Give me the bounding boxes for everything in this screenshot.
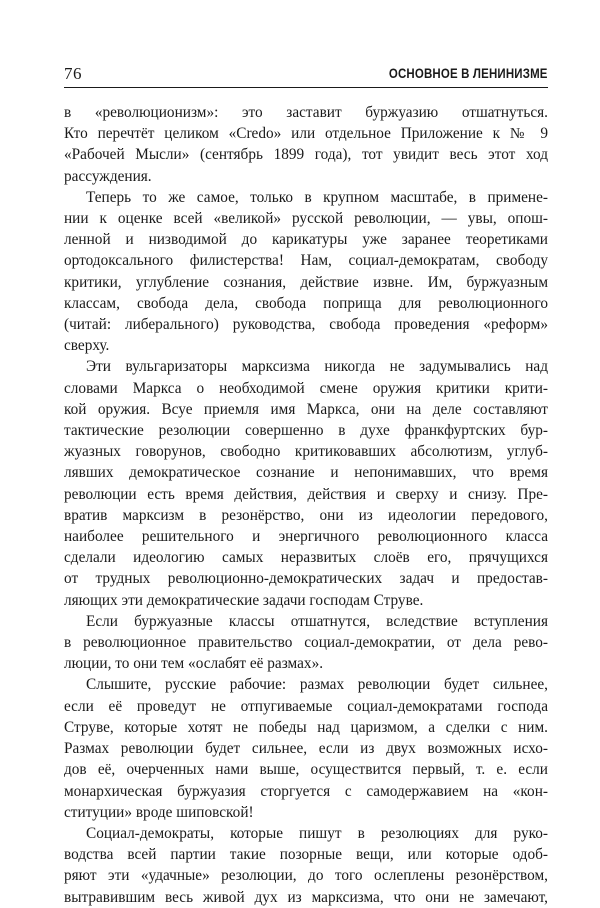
text-line: вратив марксизм в резонёрство, они из идеологии передового, [64,506,548,524]
text-line: наиболее решительного и энергичного революционного класса [64,528,548,546]
text-line: Кто перечтёт целиком «Credo» или отдельное Приложение к № 9 [64,125,548,143]
text-line: сделали идеологию самых неразвитых слоёв его, прячущихся [64,549,548,567]
text-line: ортодоксального филистерства! Нам, социал-демократам, свободу [64,252,548,270]
text-line: ституции» вроде шиповской! [64,803,254,821]
text-line: Социал-демократы, которые пишут в резолюциях для руко- [86,824,548,842]
text-line: если её проведут не отпугиваемые социал-демократами господа [64,697,548,715]
text-line: ленной и низводимой до карикатуры уже заранее теоретиками [64,231,548,249]
paragraph-3 [64,356,548,610]
text-line: в «революционизм»: это заставит буржуазию отшатнуться. [64,104,548,121]
text-line: сверху. [64,337,110,355]
text-line: лявших демократическое сознание и непонимавших, что время [64,464,548,482]
text-line: словами Маркса о необходимой смене оружия критики крити- [64,379,548,397]
text-line: Размах революции будет сильнее, если из двух возможных исхо- [64,740,548,758]
text-line: Теперь то же самое, только в крупном масштабе, в примене- [86,188,548,206]
running-head [64,58,548,88]
text-line: революции есть время действия, действия и сверху и снизу. Пре- [64,485,548,503]
paragraph-1 [64,102,548,187]
text-line: (читай: либерального) руководства, свобода проведения «реформ» [64,316,548,334]
text-line: Слышите, русские рабочие: размах революции будет сильнее, [86,676,548,694]
text-line: люции, то они тем «ослабят её размах». [64,655,324,673]
text-line: Струве, которые хотят не победы над царизмом, а сделки с ним. [64,718,548,736]
text-line: дов её, очерченных нами выше, осуществится первый, т. е. если [64,761,548,779]
paragraph-4 [64,611,548,675]
paragraph-5 [64,674,548,822]
paragraph-6 [64,823,548,908]
text-line: тактические резолюции совершенно в духе франкфуртских бур- [64,422,548,440]
text-line: Эти вульгаризаторы марксизма никогда не задумывались над [86,358,548,376]
running-head-title: ОСНОВНОЕ В ЛЕНИНИЗМЕ [389,65,548,81]
paragraph-2 [64,187,548,357]
text-line: кой оружия. Всуе приемля имя Маркса, они на деле составляют [64,400,548,418]
text-line: от трудных революционно-демократических задач и предостав- [64,570,548,588]
header-rule [64,87,548,88]
text-line: ляющих эти демократические задачи господам Струве. [64,591,424,609]
text-line: нии к оценке всей «великой» русской революции, — увы, опош- [64,210,548,228]
text-line: ряют эти «удачные» резолюции, до того ослеплены резонёрством, [64,867,548,885]
text-line: в революционное правительство социал-демократии, от дела рево- [64,634,548,652]
text-line: Если буржуазные классы отшатнутся, вследствие вступления [86,612,548,630]
text-line: водства всей партии такие позорные вещи, или которые одоб- [64,846,548,864]
text-line: вытравившим весь живой дух из марксизма, что они не замечают, [64,888,548,906]
page-number: 76 [64,64,82,83]
text-line: «Рабочей Мысли» (сентябрь 1899 года), тот увидит весь этот ход [64,146,548,164]
text-line: классам, свобода дела, свобода поприща для революционного [64,294,548,312]
body-text [64,102,548,908]
text-line: жуазных говорунов, свободно критиковавших абсолютизм, углуб- [64,443,548,461]
text-line: критики, углубление сознания, действие извне. Им, буржуазным [64,273,548,291]
text-line: рассуждения. [64,167,152,185]
text-line: монархическая буржуазия сторгуется с самодержавием на «кон- [64,782,548,800]
